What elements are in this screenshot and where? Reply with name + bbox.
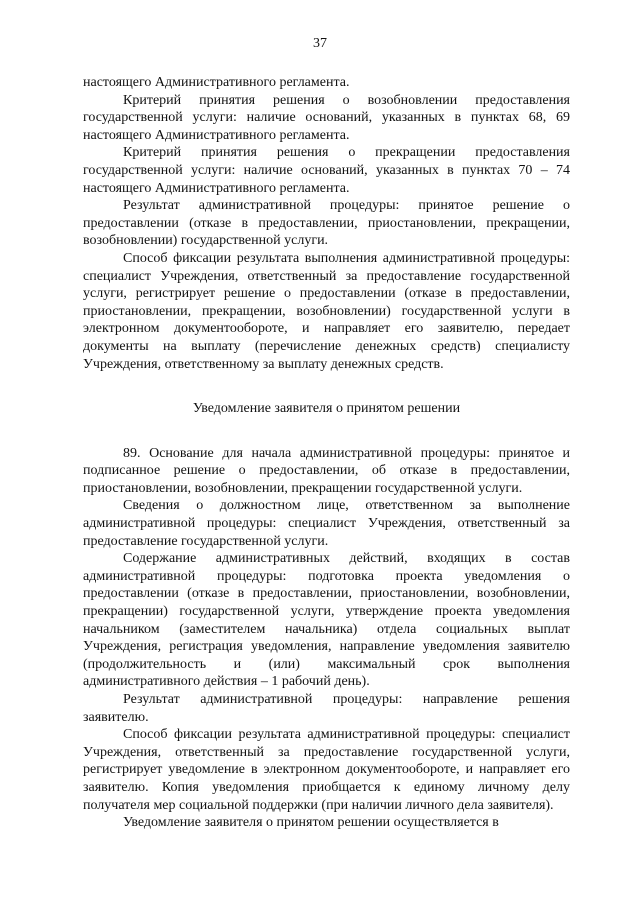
paragraph: 89. Основание для начала административной процедуры: принятое и подписанное решение о предоставлении, об отказе в предоставлении, приостановлении, возобновлении, прекращении государственной услуги. [83, 445, 570, 496]
paragraph: Уведомление заявителя о принятом решении осуществляется в [123, 815, 499, 831]
document-body [83, 74, 570, 832]
section-heading: Уведомление заявителя о принятом решении [192, 401, 461, 417]
paragraph: Способ фиксации результата выполнения административной процедуры: специалист Учреждения, ответственный за предоставление государственной услуги, регистрирует решение о предоставлении (отказе в предоставлении, приостановлении, прекращении, возобновлении) государственной услуги в электронном документообороте, и направляет его заявителю, передает документы на выплату (перечисление денежных средств) специалисту Учреждения, ответственному за выплату денежных средств. [83, 250, 570, 372]
paragraph: Содержание административных действий, входящих в состав административной процедуры: подготовка проекта уведомления о предоставлении (отказе в предоставлении, приостановлении, возобновлении, прекращении) государственной услуги, утверждение проекта уведомления начальником (заместителем начальника) отдела социальных выплат Учреждения, регистрация уведомления, направление уведомления заявителю (продолжительность и (или) максимальный срок выполнения административного действия – 1 рабочий день). [83, 551, 570, 690]
paragraph: Сведения о должностном лице, ответственном за выполнение административной процедуры: специалист Учреждения, ответственный за предоставление государственной услуги. [83, 498, 570, 549]
page-number: 37 [313, 36, 327, 51]
paragraph: Критерий принятия решения о прекращении предоставления государственной услуги: наличие оснований, указанных в пунктах 70 – 74 настоящего Административного регламента. [83, 145, 570, 196]
paragraph: Результат административной процедуры: принятое решение о предоставлении (отказе в предоставлении, приостановлении, прекращении, возобновлении) государственной услуги. [83, 198, 570, 249]
paragraph: Способ фиксации результата административной процедуры: специалист Учреждения, ответственный за предоставление государственной услуги, регистрирует уведомление в электронном документообороте, и направляет его заявителю. Копия уведомления приобщается к единому личному делу получателя мер социальной поддержки (при наличии личного дела заявителя). [83, 727, 570, 813]
paragraph: Результат административной процедуры: направление решения заявителю. [83, 692, 570, 725]
paragraph: настоящего Административного регламента. [83, 75, 350, 90]
paragraph: Критерий принятия решения о возобновлении предоставления государственной услуги: наличие оснований, указанных в пунктах 68, 69 настоящего Административного регламента. [83, 92, 570, 143]
